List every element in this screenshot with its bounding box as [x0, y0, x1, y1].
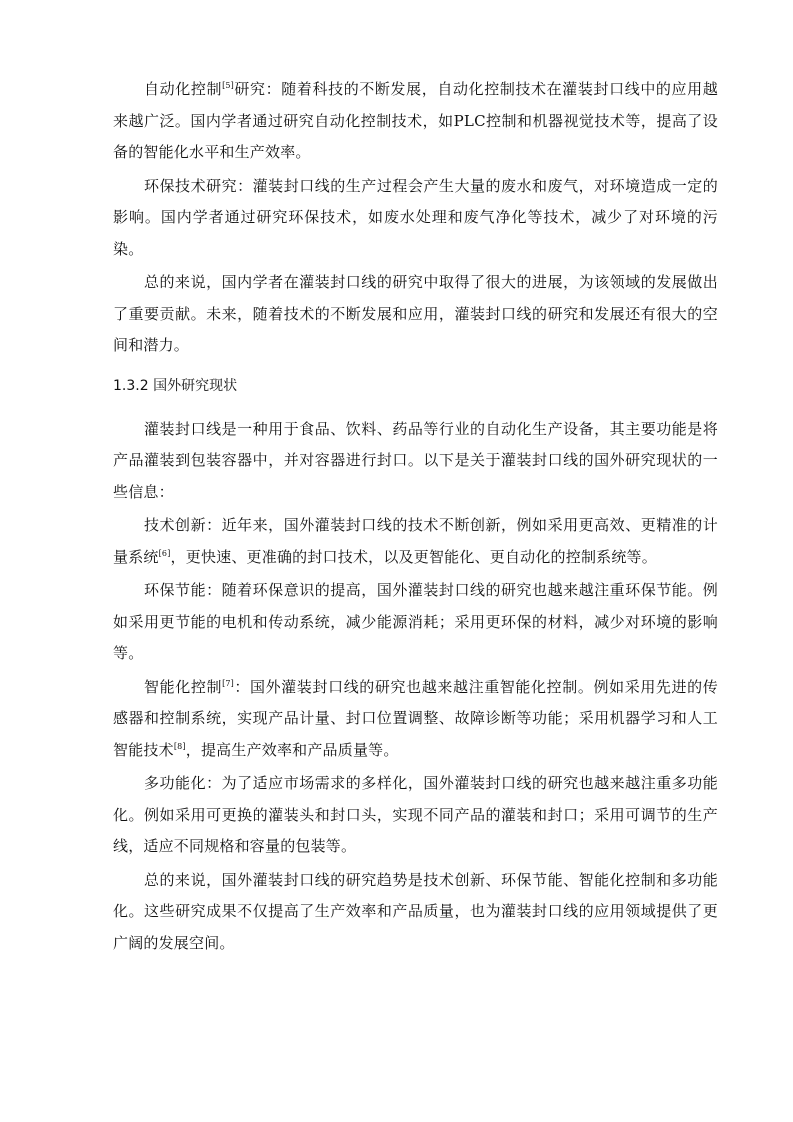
paragraph-text: 环保节能：随着环保意识的提高，国外灌装封口线的研究也越来越注重环保节能。例如采用更节能的电机和传动系统，减少能源消耗；采用更环保的材料，减少对环境的影响等。: [113, 581, 718, 662]
paragraph-text: ，更快速、更准确的封口技术，以及更智能化、更自动化的控制系统等。: [170, 547, 657, 566]
section-heading: 1.3.2 国外研究现状: [113, 377, 238, 394]
paragraph-text: 总的来说，国外灌装封口线的研究趋势是技术创新、环保节能、智能化控制和多功能化。这些研究成果不仅提高了生产效率和产品质量，也为灌装封口线的应用领域提供了更广阔的发展空间。: [113, 870, 718, 952]
paragraph-multifunction: [113, 768, 718, 863]
paragraph-intelligent-control: [113, 672, 718, 767]
paragraph-text: 智能化控制: [144, 677, 223, 696]
paragraph-text: 技术创新：近年来，国外灌装封口线的技术不断创新，例如采用更高效、更精准的计量系统: [113, 516, 718, 566]
paragraph-environmental-tech: [113, 171, 718, 266]
paragraph-energy-saving: [113, 575, 718, 670]
citation-ref: [5]: [222, 81, 234, 90]
document-page: [113, 74, 718, 961]
citation-ref: [8]: [173, 741, 186, 751]
citation-ref: [7]: [222, 678, 234, 688]
paragraph-tech-innovation: [113, 510, 718, 573]
paragraph-text: 灌装封口线是一种用于食品、饮料、药品等行业的自动化生产设备，其主要功能是将产品灌装到包装容器中，并对容器进行封口。以下是关于灌装封口线的国外研究现状的一些信息：: [113, 419, 718, 501]
paragraph-intro: [113, 414, 718, 509]
paragraph-text: 研究：随着科技的不断发展，自动化控制技术在灌装封口线中的应用越来越广泛。国内学者通过研究自动化控制技术，如PLC控制和机器视觉技术等，提高了设备的智能化水平和生产效率。: [113, 80, 718, 161]
paragraph-text: 环保技术研究：灌装封口线的生产过程会产生大量的废水和废气，对环境造成一定的影响。国内学者通过研究环保技术，如废水处理和废气净化等技术，减少了对环境的污染。: [113, 176, 718, 258]
paragraph-text: 自动化控制: [144, 80, 223, 98]
paragraph-automation-control: [113, 74, 718, 169]
paragraph-text: ，提高生产效率和产品质量等。: [185, 740, 399, 759]
paragraph-domestic-summary: [113, 267, 718, 362]
paragraph-text: 总的来说，国内学者在灌装封口线的研究中取得了很大的进展，为该领域的发展做出了重要贡献。未来，随着技术的不断发展和应用，灌装封口线的研究和发展还有很大的空间和潜力。: [113, 273, 718, 354]
paragraph-text: ：国外灌装封口线的研究也越来越注重智能化控制。例如采用先进的传感器和控制系统，实现产品计量、封口位置调整、故障诊断等功能；采用机器学习和人工智能技术: [113, 677, 718, 759]
paragraph-text: 多功能化：为了适应市场需求的多样化，国外灌装封口线的研究也越来越注重多功能化。例如采用可更换的灌装头和封口头，实现不同产品的灌装和封口；采用可调节的生产线，适应不同规格和容量的包装等。: [113, 774, 718, 855]
citation-ref: [6]: [158, 548, 171, 558]
paragraph-foreign-summary: [113, 865, 718, 960]
